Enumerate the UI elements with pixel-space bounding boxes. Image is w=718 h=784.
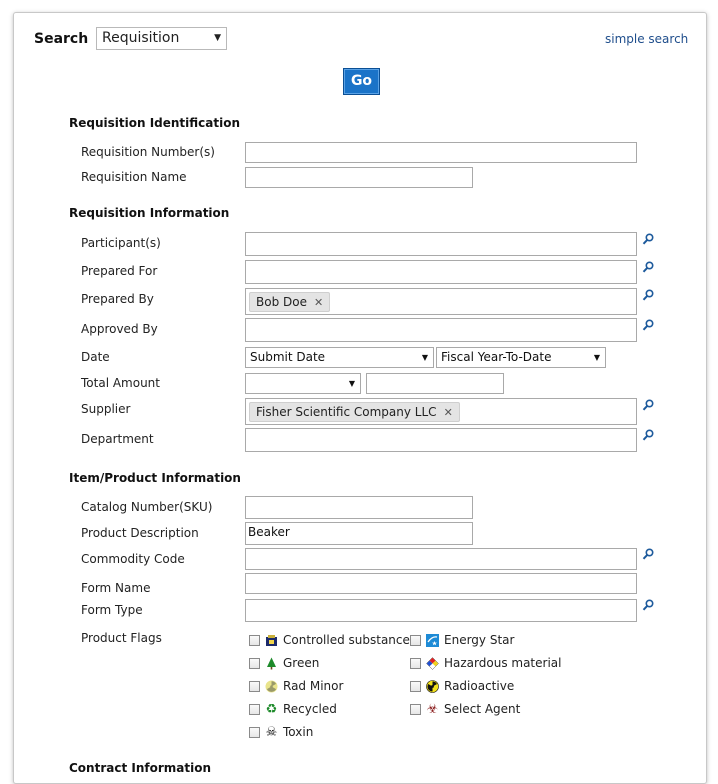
participants-label: Participant(s) bbox=[81, 236, 161, 250]
product-description-label: Product Description bbox=[81, 526, 199, 540]
flag-checkbox[interactable] bbox=[249, 658, 260, 669]
prepared-for-input[interactable] bbox=[245, 260, 637, 284]
flag-label: Controlled substance bbox=[283, 633, 410, 647]
lookup-search-icon[interactable] bbox=[642, 399, 654, 411]
controlled-substance-icon bbox=[265, 634, 278, 647]
department-label: Department bbox=[81, 432, 154, 446]
date-type-select[interactable] bbox=[245, 347, 434, 368]
flag-checkbox[interactable] bbox=[249, 727, 260, 738]
dropdown-caret-icon: ▼ bbox=[214, 33, 221, 43]
flag-toxin[interactable] bbox=[249, 723, 313, 741]
flag-energy-star[interactable] bbox=[410, 631, 514, 649]
requisition-name-label: Requisition Name bbox=[81, 170, 187, 184]
product-description-input[interactable]: Beaker bbox=[245, 522, 473, 545]
commodity-code-label: Commodity Code bbox=[81, 552, 185, 566]
lookup-search-icon[interactable] bbox=[642, 289, 654, 301]
lookup-search-icon[interactable] bbox=[642, 599, 654, 611]
requisition-numbers-label: Requisition Number(s) bbox=[81, 145, 215, 159]
energy-star-icon bbox=[426, 634, 439, 647]
form-type-input[interactable] bbox=[245, 599, 637, 622]
flag-checkbox[interactable] bbox=[249, 704, 260, 715]
flag-checkbox[interactable] bbox=[249, 681, 260, 692]
requisition-numbers-input[interactable] bbox=[245, 142, 637, 163]
total-amount-label: Total Amount bbox=[81, 376, 160, 390]
flag-label: Toxin bbox=[283, 725, 314, 739]
participants-input[interactable] bbox=[245, 232, 637, 256]
date-label: Date bbox=[81, 350, 110, 364]
requisition-name-input[interactable] bbox=[245, 167, 473, 188]
flag-checkbox[interactable] bbox=[410, 635, 421, 646]
approved-by-label: Approved By bbox=[81, 322, 158, 336]
search-type-value: Requisition bbox=[102, 30, 180, 46]
section-title-identification: Requisition Identification bbox=[69, 116, 241, 130]
lookup-search-icon[interactable] bbox=[642, 319, 654, 331]
flag-checkbox[interactable] bbox=[410, 681, 421, 692]
radioactive-icon bbox=[426, 680, 439, 693]
flag-label: Green bbox=[283, 656, 320, 670]
flag-radioactive[interactable] bbox=[410, 677, 514, 695]
flag-recycled[interactable] bbox=[249, 700, 337, 718]
skull-crossbones-icon: ☠ bbox=[265, 724, 278, 740]
flag-checkbox[interactable] bbox=[410, 704, 421, 715]
dropdown-caret-icon: ▼ bbox=[593, 353, 600, 362]
date-range-value: Fiscal Year-To-Date bbox=[441, 350, 552, 364]
flag-hazardous-material[interactable] bbox=[410, 654, 561, 672]
green-tree-icon bbox=[265, 657, 278, 670]
lookup-search-icon[interactable] bbox=[642, 261, 654, 273]
flag-checkbox[interactable] bbox=[410, 658, 421, 669]
form-type-label: Form Type bbox=[81, 603, 143, 617]
supplier-label: Supplier bbox=[81, 402, 131, 416]
flag-select-agent[interactable] bbox=[410, 700, 520, 718]
total-amount-operator-select[interactable] bbox=[245, 373, 361, 394]
dropdown-caret-icon: ▼ bbox=[421, 353, 428, 362]
hazardous-material-icon bbox=[426, 657, 439, 670]
flag-label: Hazardous material bbox=[444, 656, 562, 670]
commodity-code-input[interactable] bbox=[245, 548, 637, 570]
search-type-select[interactable] bbox=[96, 27, 227, 50]
prepared-by-input[interactable] bbox=[245, 288, 637, 315]
biohazard-icon: ☣ bbox=[426, 701, 439, 717]
catalog-number-input[interactable] bbox=[245, 496, 473, 519]
section-title-contract: Contract Information bbox=[69, 761, 212, 775]
supplier-chip bbox=[249, 402, 460, 422]
prepared-by-label: Prepared By bbox=[81, 292, 154, 306]
prepared-by-chip bbox=[249, 292, 330, 312]
supplier-input[interactable] bbox=[245, 398, 637, 425]
section-title-information: Requisition Information bbox=[69, 206, 230, 220]
simple-search-link[interactable]: simple search bbox=[605, 32, 689, 46]
department-input[interactable] bbox=[245, 428, 637, 452]
flag-label: Recycled bbox=[283, 702, 337, 716]
flag-checkbox[interactable] bbox=[249, 635, 260, 646]
prepared-by-chip-label: Bob Doe bbox=[256, 295, 307, 309]
date-range-select[interactable] bbox=[436, 347, 606, 368]
section-title-item: Item/Product Information bbox=[69, 471, 241, 485]
remove-chip-icon[interactable]: ✕ bbox=[443, 406, 453, 419]
form-name-input[interactable] bbox=[245, 573, 637, 594]
approved-by-input[interactable] bbox=[245, 318, 637, 342]
flag-label: Rad Minor bbox=[283, 679, 344, 693]
form-name-label: Form Name bbox=[81, 581, 151, 595]
rad-minor-icon bbox=[265, 680, 278, 693]
catalog-number-label: Catalog Number(SKU) bbox=[81, 500, 213, 514]
product-flags-label: Product Flags bbox=[81, 631, 162, 645]
prepared-for-label: Prepared For bbox=[81, 264, 158, 278]
flag-label: Select Agent bbox=[444, 702, 521, 716]
flag-green[interactable] bbox=[249, 654, 319, 672]
flag-rad-minor[interactable] bbox=[249, 677, 343, 695]
dropdown-caret-icon: ▼ bbox=[348, 379, 355, 388]
recycled-icon: ♻ bbox=[265, 701, 278, 717]
lookup-search-icon[interactable] bbox=[642, 429, 654, 441]
remove-chip-icon[interactable]: ✕ bbox=[313, 296, 324, 309]
go-button[interactable]: Go bbox=[343, 68, 380, 95]
lookup-search-icon[interactable] bbox=[642, 233, 654, 245]
flag-label: Radioactive bbox=[444, 679, 515, 693]
flag-label: Energy Star bbox=[444, 633, 515, 647]
lookup-search-icon[interactable] bbox=[642, 548, 654, 560]
supplier-chip-label: Fisher Scientific Company LLC bbox=[256, 405, 437, 419]
total-amount-input[interactable] bbox=[366, 373, 504, 394]
date-type-value: Submit Date bbox=[250, 350, 326, 364]
flag-controlled-substance[interactable] bbox=[249, 631, 410, 649]
search-label: Search bbox=[34, 31, 89, 47]
